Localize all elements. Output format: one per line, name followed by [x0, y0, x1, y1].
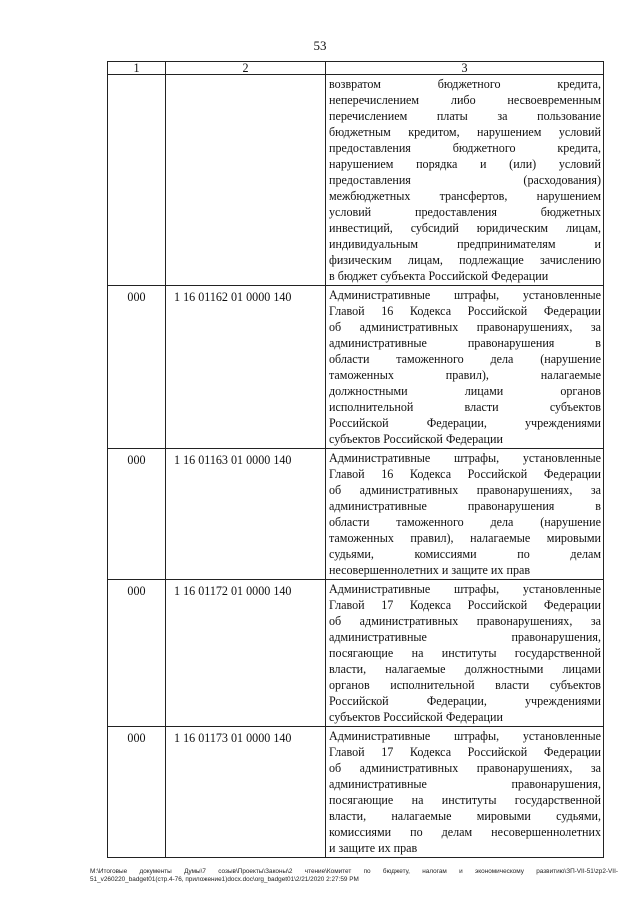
- description-line: нарушением порядка и (или) условий: [329, 157, 601, 171]
- description-line: и защите их прав: [329, 841, 418, 855]
- description-line: посягающие на институты государственной: [329, 793, 601, 807]
- header-col-2: 2: [166, 62, 326, 75]
- description-line: субъектов Российской Федерации: [329, 432, 503, 446]
- description-line: субъектов Российской Федерации: [329, 710, 503, 724]
- table-row: [108, 727, 604, 858]
- table-body: [108, 75, 604, 858]
- description-line: об административных правонарушениях, за: [329, 761, 601, 775]
- description-line: административные правонарушения,: [329, 777, 601, 791]
- budget-classification-code-cell: [166, 75, 326, 286]
- description-line: таможенных правил), налагаемые мировыми: [329, 531, 601, 545]
- description-line: об административных правонарушениях, за: [329, 483, 601, 497]
- file-path-footer: [90, 868, 618, 884]
- description-line: в бюджет субъекта Российской Федерации: [329, 269, 549, 283]
- description-line: административные правонарушения в: [329, 499, 601, 513]
- description-line: физическим лицам, подлежащие зачислению: [329, 253, 601, 267]
- table-row: [108, 286, 604, 449]
- header-col-1: 1: [108, 62, 166, 75]
- income-table: [107, 61, 604, 858]
- description-cell: [326, 75, 604, 286]
- table-row: [108, 75, 604, 286]
- description-line: межбюджетных трансфертов, нарушением: [329, 189, 601, 203]
- description-line: возвратом бюджетного кредита,: [329, 77, 601, 91]
- description-line: бюджетным кредитом, нарушением условий: [329, 125, 601, 139]
- description-line: органов исполнительной власти субъектов: [329, 678, 601, 692]
- description-cell: [326, 580, 604, 727]
- description-cell: [326, 727, 604, 858]
- budget-classification-code-cell: 1 16 01162 01 0000 140: [166, 286, 326, 449]
- description-line: Административные штрафы, установленные: [329, 451, 601, 465]
- description-line: Российской Федерации, учреждениями: [329, 694, 601, 708]
- budget-classification-code-cell: 1 16 01173 01 0000 140: [166, 727, 326, 858]
- admin-code-cell: 000: [108, 580, 166, 727]
- description-line: Административные штрафы, установленные: [329, 582, 601, 596]
- description-cell: [326, 449, 604, 580]
- description-line: условий предоставления бюджетных: [329, 205, 601, 219]
- description-line: Главой 17 Кодекса Российской Федерации: [329, 745, 601, 759]
- description-line: несовершеннолетних и защите их прав: [329, 563, 531, 577]
- description-line: инвестиций, субсидий юридическим лицам,: [329, 221, 601, 235]
- description-line: Главой 17 Кодекса Российской Федерации: [329, 598, 601, 612]
- description-line: индивидуальным предпринимателям и: [329, 237, 601, 251]
- table-row: [108, 580, 604, 727]
- description-line: Российской Федерации, учреждениями: [329, 416, 601, 430]
- description-line: Административные штрафы, установленные: [329, 729, 601, 743]
- description-line: об административных правонарушениях, за: [329, 320, 601, 334]
- admin-code-cell: 000: [108, 286, 166, 449]
- header-col-3: 3: [326, 62, 604, 75]
- description-line: административные правонарушения в: [329, 336, 601, 350]
- table-row: [108, 449, 604, 580]
- description-line: об административных правонарушениях, за: [329, 614, 601, 628]
- description-line: административные правонарушения,: [329, 630, 601, 644]
- description-line: предоставления бюджетного кредита,: [329, 141, 601, 155]
- description-line: таможенных правил), налагаемые: [329, 368, 601, 382]
- budget-classification-code-cell: 1 16 01172 01 0000 140: [166, 580, 326, 727]
- description-line: Административные штрафы, установленные: [329, 288, 601, 302]
- description-line: предоставления (расходования): [329, 173, 601, 187]
- admin-code-cell: [108, 75, 166, 286]
- footer-line-2: 51_v260220_badget01(стр.4-76, приложение1)docx.doc\org_badget01\2/21/2020 2:27:59 PM: [90, 876, 359, 883]
- description-line: Главой 16 Кодекса Российской Федерации: [329, 304, 601, 318]
- description-cell: [326, 286, 604, 449]
- footer-line-1: M:\Итоговые документы Думы\7 созыв\Проекты\Законы\2 чтение\Комитет по бюджету, налогам и экономическому развитию\ЗП-VII-51\zp2-VII-: [90, 868, 618, 875]
- description-line: неперечислением либо несвоевременным: [329, 93, 601, 107]
- description-line: должностными лицами органов: [329, 384, 601, 398]
- description-line: власти, налагаемые должностными лицами: [329, 662, 601, 676]
- page-number: 53: [313, 38, 327, 53]
- description-line: перечислением платы за пользование: [329, 109, 601, 123]
- description-line: области таможенного дела (нарушение: [329, 515, 601, 529]
- description-line: посягающие на институты государственной: [329, 646, 601, 660]
- admin-code-cell: 000: [108, 727, 166, 858]
- header-row: [108, 62, 604, 75]
- description-line: исполнительной власти субъектов: [329, 400, 601, 414]
- description-line: области таможенного дела (нарушение: [329, 352, 601, 366]
- description-line: Главой 16 Кодекса Российской Федерации: [329, 467, 601, 481]
- budget-classification-code-cell: 1 16 01163 01 0000 140: [166, 449, 326, 580]
- description-line: судьями, комиссиями по делам: [329, 547, 601, 561]
- admin-code-cell: 000: [108, 449, 166, 580]
- description-line: власти, налагаемые мировыми судьями,: [329, 809, 601, 823]
- description-line: комиссиями по делам несовершеннолетних: [329, 825, 601, 839]
